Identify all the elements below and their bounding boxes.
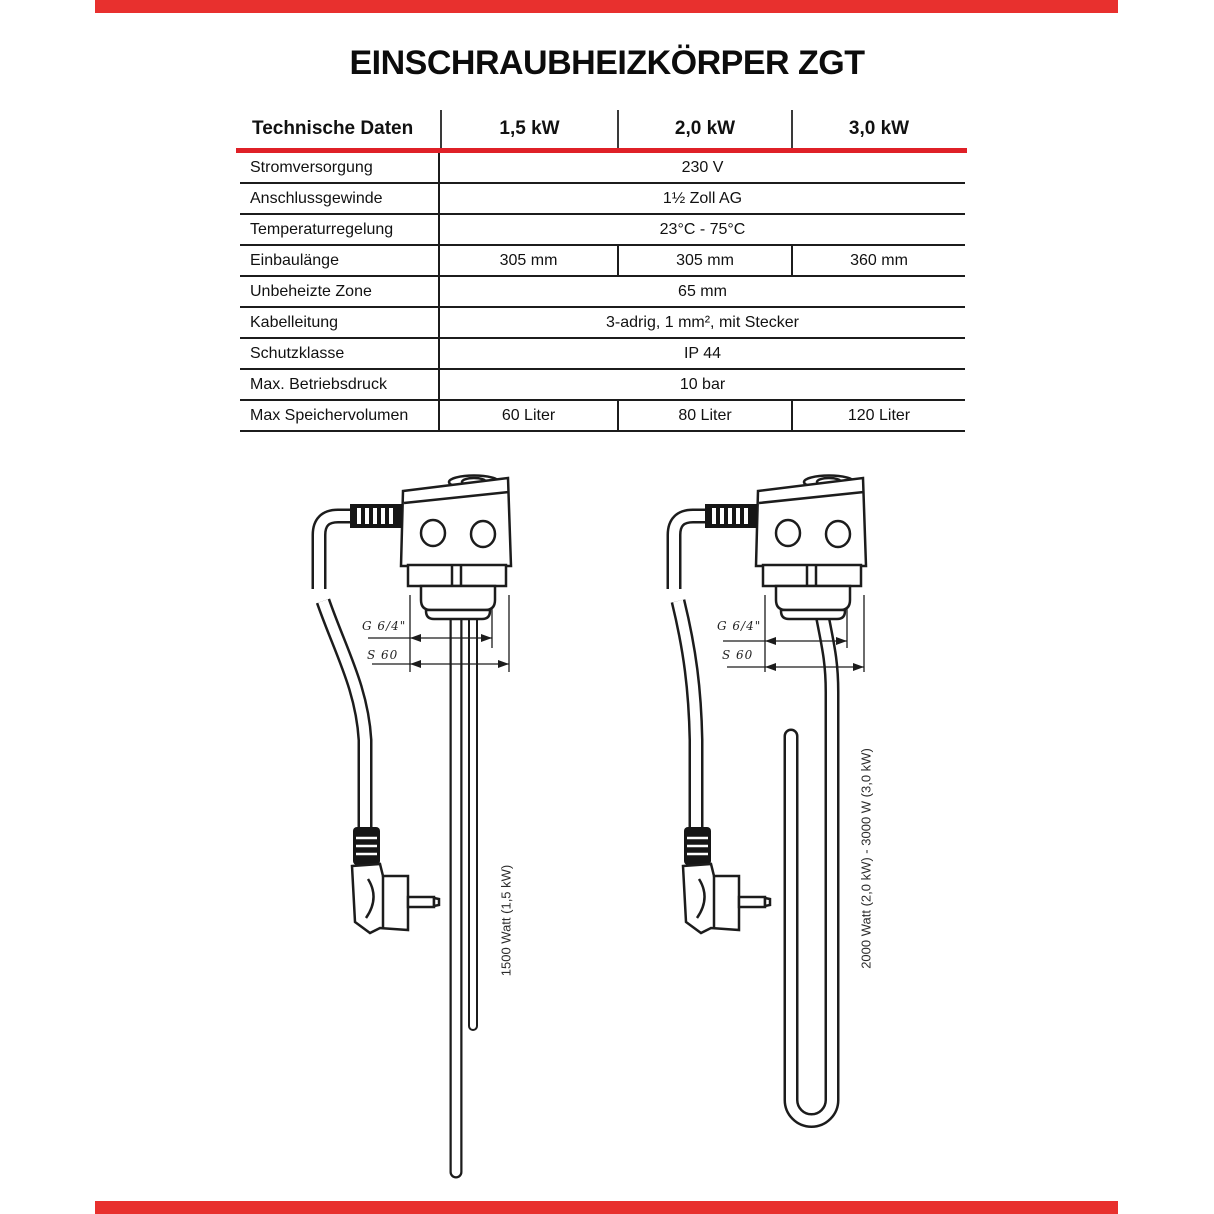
row-value-3-0kw: 120 Liter [791,401,965,430]
cable-gland-right [705,504,757,528]
thermostat-head-right [705,476,866,620]
thread-dimension-label-left: G 6/4" [362,619,407,633]
heating-rod-left [456,600,473,1172]
row-label: Temperaturregelung [240,215,440,244]
power-cable-right [674,516,711,827]
row-value: 1½ Zoll AG [662,189,743,207]
row-label: Max. Betriebsdruck [240,370,440,399]
row-value: 65 mm [678,282,727,300]
power-rating-label-left: 1500 Watt (1,5 kW) [498,864,514,977]
power-cable-left [319,516,365,827]
power-rating-label-right: 2000 Watt (2,0 kW) - 3000 W (3,0 kW) [858,748,874,969]
thread-dimension-label-right: G 6/4" [717,619,762,633]
table-header-2-0kw: 2,0 kW [617,110,791,148]
row-value-2-0kw: 80 Liter [617,401,791,430]
wrench-dimension-label-right: S 60 [722,648,754,662]
row-label: Schutzklasse [240,339,440,368]
wrench-dimension-label-left: S 60 [367,648,399,662]
row-label: Max Speichervolumen [240,401,440,430]
heater-drawing-left [319,476,511,1173]
row-label: Stromversorgung [240,153,440,182]
row-value-2-0kw: 305 mm [617,246,791,275]
row-value: 10 bar [679,375,726,393]
row-label: Unbeheizte Zone [240,277,440,306]
row-label: Anschlussgewinde [240,184,440,213]
heater-drawing-right [674,476,866,1121]
row-value-1-5kw: 60 Liter [501,406,556,424]
hex-nut-left [408,565,506,586]
thermostat-head-left [350,476,511,620]
row-value-1-5kw: 305 mm [499,251,558,269]
heating-rod-right [791,604,832,1121]
row-value: 23°C - 75°C [659,220,746,238]
row-value-3-0kw: 360 mm [791,246,965,275]
plug-pin-left [408,897,434,907]
row-label: Einbaulänge [240,246,440,275]
table-header-1-5kw: 1,5 kW [440,110,617,148]
schuko-plug-right [683,827,770,933]
thread-collar-right [776,586,850,610]
row-value: 230 V [681,158,724,176]
row-label: Kabelleitung [240,308,440,337]
table-header-3-0kw: 3,0 kW [791,110,965,148]
row-value: 3-adrig, 1 mm², mit Stecker [606,313,799,331]
hex-nut-right [763,565,861,586]
row-value: IP 44 [683,344,722,362]
cable-gland-left [350,504,402,528]
page-title: EINSCHRAUBHEIZKÖRPER ZGT [349,44,865,82]
schuko-plug-left [352,827,439,933]
plug-pin-right [739,897,765,907]
table-header-label: Technische Daten [252,118,414,139]
thread-collar-left [421,586,495,610]
